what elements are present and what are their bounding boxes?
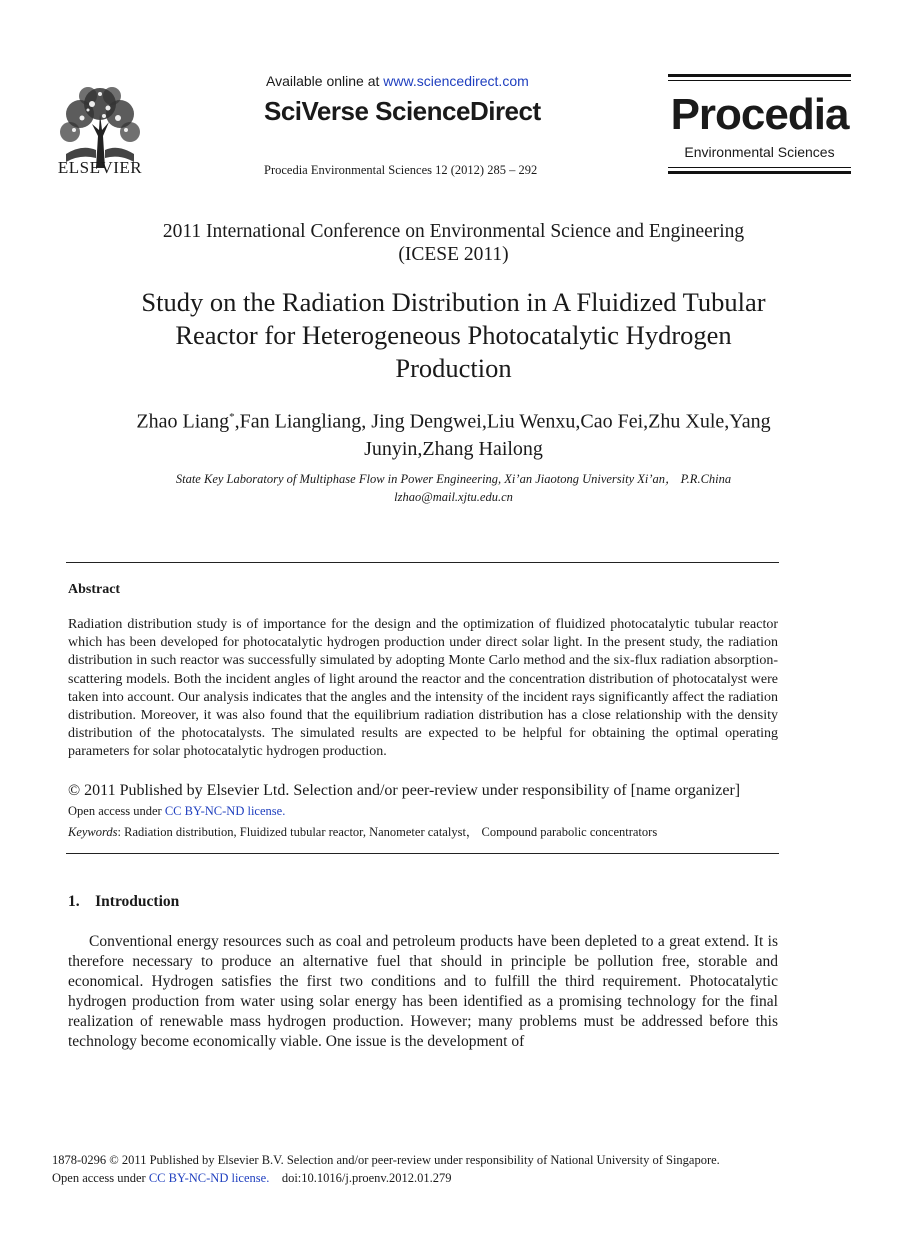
procedia-brand bbox=[668, 74, 851, 177]
section-heading-introduction: 1. Introduction bbox=[68, 893, 180, 910]
abstract-text: Radiation distribution study is of importance for the design and the optimization of fluidized photocatalytic tubular reactor which has been developed for photocatalytic hydrogen production under direct solar light. In the present study, the radiation distribution in such reactor was successfully simulated by adopting Monte Carlo method and the six-flux radiation absorption-scattering models. Both the incident angles of light around the reactor and the concentration distribution of photocatalyst were taken into account. Our analysis indicates that the angles and the intensity of the incident rays significantly affect the radiation distribution. Moreover, it was also found that the equilibrium radiation distribution has a close relationship with the density distribution of the photocatalysts. The simulated results are expected to be helpful for obtaining the optimal operating parameters for solar photocatalytic hydrogen production. bbox=[68, 617, 778, 760]
sciencedirect-link[interactable]: www.sciencedirect.com bbox=[383, 73, 529, 89]
footer-license-line bbox=[52, 1171, 452, 1186]
corresponding-mark: * bbox=[229, 411, 235, 423]
copyright-notice: © 2011 Published by Elsevier Ltd. Selection and/or peer-review under responsibility of [name organizer] bbox=[68, 782, 741, 799]
title-line-3: Production bbox=[395, 353, 512, 383]
footer-issn-line: 1878-0296 © 2011 Published by Elsevier B.V. Selection and/or peer-review under responsibility of National University of Singapore. bbox=[52, 1153, 720, 1167]
abstract-heading: Abstract bbox=[68, 582, 121, 597]
conference-name bbox=[0, 220, 907, 266]
brand-bar-bottom-thin bbox=[668, 167, 851, 168]
keywords-text: : Radiation distribution, Fluidized tubular reactor, Nanometer catalyst， Compound parabolic concentrators bbox=[117, 825, 658, 839]
available-prefix: Available online at bbox=[266, 73, 384, 89]
author-email[interactable]: lzhao@mail.xjtu.edu.cn bbox=[394, 490, 513, 504]
open-access-prefix: Open access under bbox=[68, 804, 165, 818]
brand-bar-bottom bbox=[668, 171, 851, 174]
paper-title bbox=[0, 286, 907, 385]
available-online bbox=[266, 73, 529, 89]
brand-bar-top bbox=[668, 74, 851, 77]
brand-title: Procedia bbox=[670, 90, 849, 139]
affiliation bbox=[0, 470, 907, 506]
brand-bar-top-thin bbox=[668, 80, 851, 81]
brand-subtitle: Environmental Sciences bbox=[684, 144, 835, 160]
journal-citation: Procedia Environmental Sciences 12 (2012) 285 – 292 bbox=[264, 163, 538, 177]
publisher-name: ELSEVIER bbox=[57, 158, 143, 177]
title-line-1: Study on the Radiation Distribution in A Fluidized Tubular bbox=[141, 287, 766, 317]
footer-license-link[interactable]: CC BY-NC-ND license. bbox=[148, 1171, 270, 1185]
keywords-label: Keywords bbox=[68, 825, 118, 839]
first-author: Zhao Liang bbox=[136, 410, 230, 433]
divider-bottom bbox=[66, 853, 779, 854]
license-link[interactable]: CC BY-NC-ND license. bbox=[164, 804, 286, 818]
conference-line-1: 2011 International Conference on Environmental Science and Engineering bbox=[162, 221, 745, 242]
authors-line-2: Junyin,Zhang Hailong bbox=[364, 437, 543, 460]
keywords bbox=[68, 822, 657, 840]
title-line-2: Reactor for Heterogeneous Photocatalytic Hydrogen bbox=[175, 320, 732, 350]
footer-doi: doi:10.1016/j.proenv.2012.01.279 bbox=[269, 1171, 452, 1185]
affiliation-line: State Key Laboratory of Multiphase Flow in Power Engineering, Xi’an Jiaotong University Xi’an， P.R.China bbox=[175, 472, 732, 486]
open-access-note bbox=[68, 804, 285, 819]
author-list bbox=[0, 404, 907, 463]
conference-line-2: (ICESE 2011) bbox=[398, 244, 509, 265]
sciverse-logo: SciVerse ScienceDirect bbox=[264, 96, 541, 126]
divider-top bbox=[66, 562, 779, 563]
authors-line-1: ,Fan Liangliang, Jing Dengwei,Liu Wenxu,Cao Fei,Zhu Xule,Yang bbox=[234, 410, 771, 433]
introduction-text: Conventional energy resources such as coal and petroleum products have been depleted to a great extend. It is therefore necessary to produce an alternative fuel that should in principle be pollution free, storable and economical. Hydrogen satisfies the first two conditions and to fulfill the third requirement. Photocatalytic hydrogen production from water using solar energy has been identified as a promising technology for the final realization of renewable mass hydrogen production. However; many problems must be addressed before this technology become economically viable. One issue is the development of bbox=[68, 933, 778, 1050]
footer-open-access-prefix: Open access under bbox=[52, 1171, 149, 1185]
